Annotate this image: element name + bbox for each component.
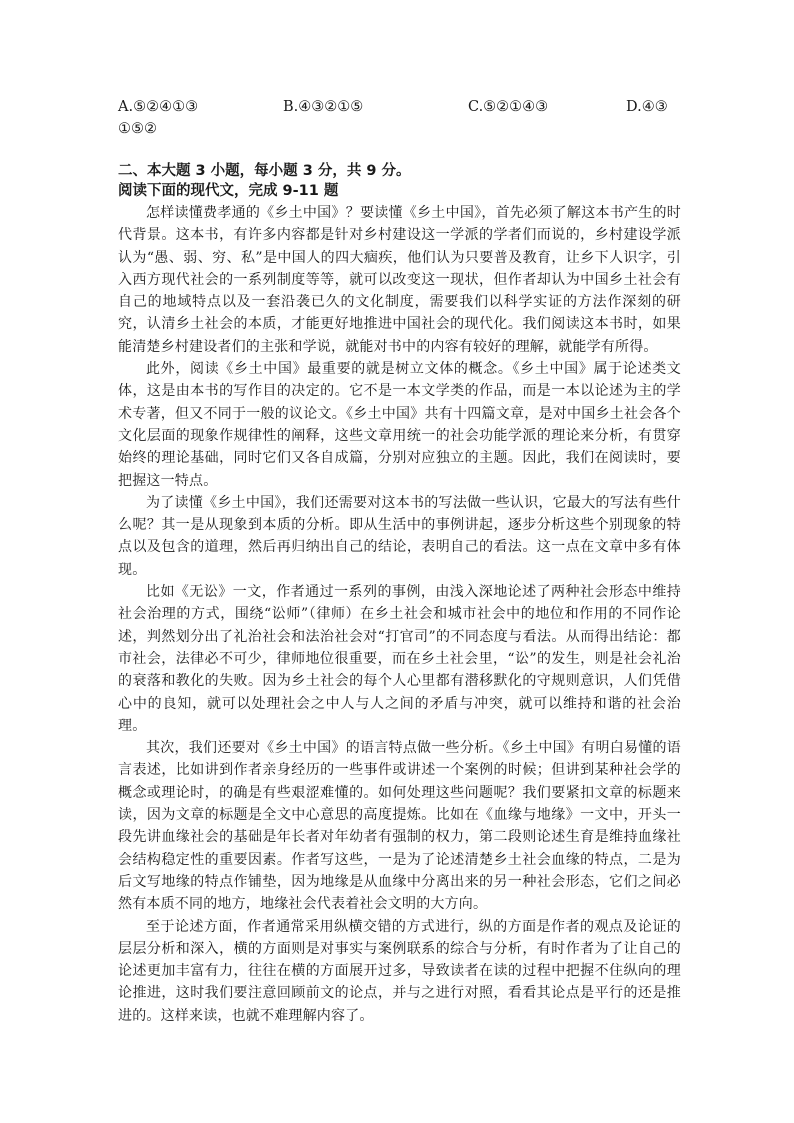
reading-passage bbox=[118, 202, 681, 1027]
section-title: 二、本大题 3 小题，每小题 3 分，共 9 分。 bbox=[118, 163, 411, 179]
option-d-continued: ①⑤② bbox=[118, 121, 157, 137]
paragraph-5: 其次，我们还要对《乡土中国》的语言特点做一些分析。《乡土中国》有明白易懂的语言表述，比如讲到作者亲身经历的一些事件或讲述一个案例的时候；但讲到某种社会学的概念或理论时，的确是有些艰涩难懂的。如何处理这些问题呢？我们要紧扣文章的标题来读，因为文章的标题是全文中心意思的高度提炼。比如在《血缘与地缘》一文中，开头一段先讲血缘社会的基础是年长者对年幼者有强制的权力，第二段则论述生育是维持血缘社会结构稳定性的重要因素。作者写这些，一是为了论述清楚乡土社会血缘的特点，二是为后文写地缘的特点作铺垫，因为地缘是从血缘中分离出来的另一种社会形态，它们之间必然有本质不同的地方，地缘社会代表着社会文明的大方向。 bbox=[118, 740, 681, 913]
paragraph-2: 此外，阅读《乡土中国》最重要的就是树立文体的概念。《乡土中国》属于论述类文体，这是由本书的写作目的决定的。它不是一本文学类的作品，而是一本以论述为主的学术专著，但又不同于一般的议论文。《乡土中国》共有十四篇文章，是对中国乡土社会各个文化层面的现象作规律性的阐释，这些文章用统一的社会功能学派的理论来分析，有贯穿始终的理论基础，同时它们又各自成篇，分别对应独立的主题。因此，我们在阅读时，要把握这一特点。 bbox=[118, 361, 681, 489]
option-a: A.⑤②④①③ bbox=[118, 99, 199, 115]
paragraph-6: 至于论述方面，作者通常采用纵横交错的方式进行，纵的方面是作者的观点及论证的层层分析和深入，横的方面则是对事实与案例联系的综合与分析，有时作者为了让自己的论述更加丰富有力，往往在横的方面展开过多，导致读者在读的过程中把握不住纵向的理论推进，这时我们要注意回顾前文的论点，并与之进行对照，看看其论点是平行的还是推进的。这样来读，也就不难理解内容了。 bbox=[118, 918, 681, 1024]
option-b: B.④③②①⑤ bbox=[283, 99, 364, 115]
paragraph-1: 怎样读懂费孝通的《乡土中国》？要读懂《乡土中国》，首先必须了解这本书产生的时代背景。这本书，有许多内容都是针对乡村建设这一学派的学者们而说的，乡村建设学派认为“愚、弱、穷、私”是中国人的四大痼疾，他们认为只要普及教育，让乡下人识字，引入西方现代社会的一系列制度等等，就可以改变这一现状，但作者却认为中国乡土社会有自己的地域特点以及一套沿袭已久的文化制度，需要我们以科学实证的方法作深刻的研究，认清乡土社会的本质，才能更好地推进中国社会的现代化。我们阅读这本书时，如果能清楚乡村建设者们的主张和学说，就能对书中的内容有较好的理解，就能学有所得。 bbox=[118, 205, 681, 355]
section-instruction: 阅读下面的现代文，完成 9-11 题 bbox=[118, 183, 339, 199]
paragraph-3: 为了读懂《乡土中国》，我们还需要对这本书的写法做一些认识，它最大的写法有些什么呢？其一是从现象到本质的分析。即从生活中的事例讲起，逐步分析这些个别现象的特点以及包含的道理，然后再归纳出自己的结论，表明自己的看法。这一点在文章中多有体现。 bbox=[118, 494, 681, 578]
paragraph-4: 比如《无讼》一文，作者通过一系列的事例，由浅入深地论述了两种社会形态中维持社会治理的方式，围绕“讼师”（律师）在乡土社会和城市社会中的地位和作用的不同作论述，判然划分出了礼治社会和法治社会对“打官司”的不同态度与看法。从而得出结论：都市社会，法律必不可少，律师地位很重要，而在乡土社会里，“讼”的发生，则是社会礼治的衰落和教化的失败。因为乡土社会的每个人心里都有潜移默化的守规则意识，人们凭借心中的良知，就可以处理社会之中人与人之间的矛盾与冲突，就可以维持和谐的社会治理。 bbox=[118, 584, 681, 734]
option-c: C.⑤②①④③ bbox=[468, 99, 549, 115]
option-d: D.④③ bbox=[626, 99, 668, 115]
